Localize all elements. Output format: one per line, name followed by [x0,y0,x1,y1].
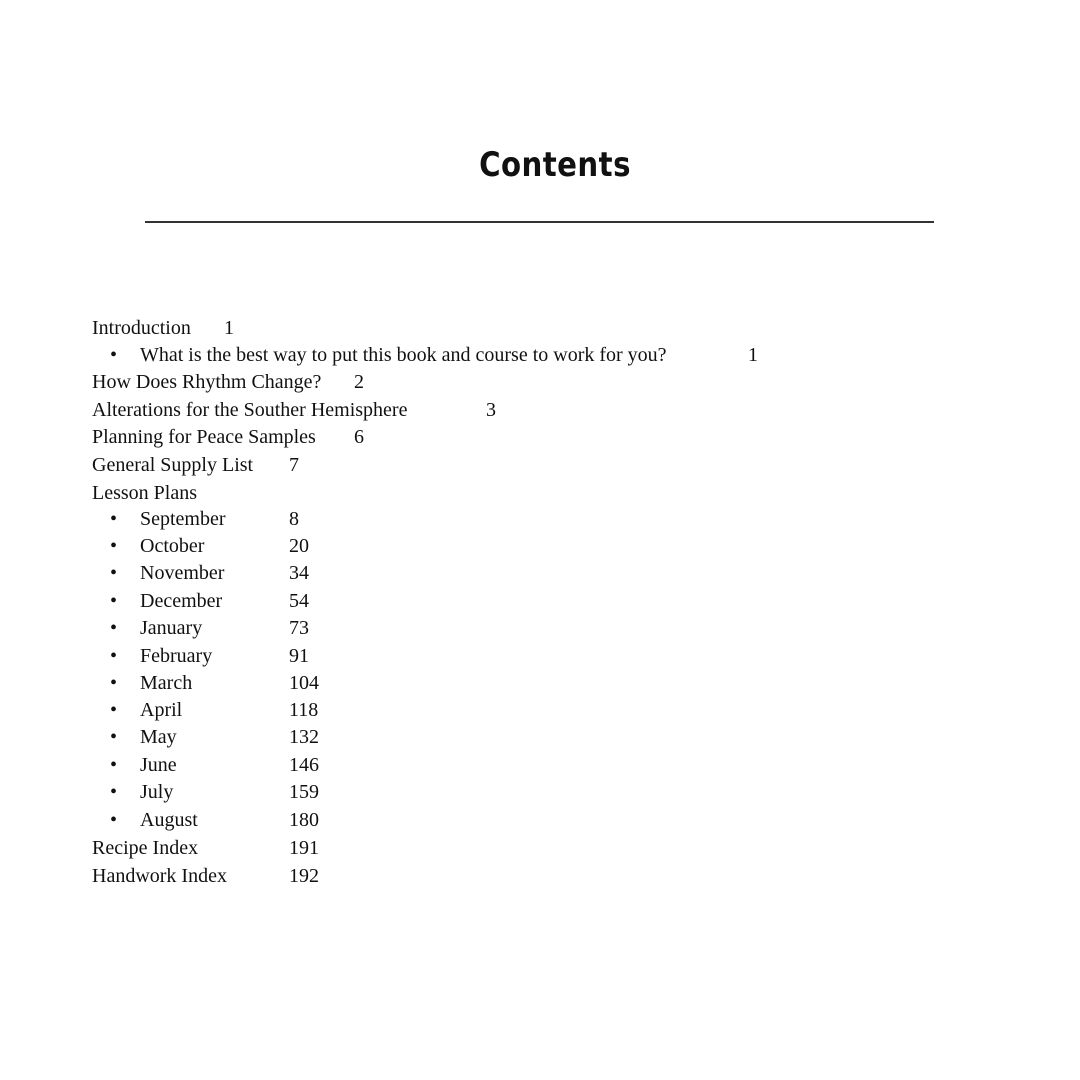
toc-entry-month: September [140,508,226,530]
toc-page-month: 159 [289,781,319,803]
toc-page-handwork-index: 192 [289,865,319,887]
toc-entry-month: October [140,535,205,557]
toc-entry-supply: General Supply List [92,454,254,476]
toc-page-month: 132 [289,726,319,748]
toc-page-month: 20 [289,535,309,557]
bullet-icon: • [110,645,118,667]
toc-entry-month: December [140,590,223,612]
toc-entry-rhythm: How Does Rhythm Change? [92,371,322,393]
bullet-icon: • [110,535,118,557]
bullet-icon: • [110,781,118,803]
toc-page-month: 91 [289,645,309,667]
toc-page-best-way: 1 [748,344,758,366]
toc-entry-month: August [140,809,198,831]
bullet-icon: • [110,590,118,612]
toc-entry-month: February [140,645,213,667]
toc-page-month: 73 [289,617,309,639]
toc-entry-recipe-index: Recipe Index [92,837,199,859]
bullet-icon: • [110,617,118,639]
toc-page-peace: 6 [354,426,364,448]
toc-page-introduction: 1 [224,317,234,339]
toc-entry-introduction: Introduction [92,317,191,339]
toc-entry-month: November [140,562,225,584]
toc-entry-month: January [140,617,203,639]
toc-page-month: 118 [289,699,319,721]
bullet-icon: • [110,809,118,831]
toc-page-month: 146 [289,754,319,776]
toc-entry-month: July [140,781,174,803]
toc-entry-month: May [140,726,177,748]
toc-page-month: 54 [289,590,309,612]
bullet-icon: • [110,562,118,584]
toc-page-month: 104 [289,672,319,694]
page-title: Contents [479,145,631,185]
toc-entry-southern: Alterations for the Souther Hemisphere [92,399,408,421]
toc-entry-best-way: What is the best way to put this book and course to work for you? [140,344,667,366]
toc-page-rhythm: 2 [354,371,364,393]
bullet-icon: • [110,672,118,694]
toc-page-recipe-index: 191 [289,837,319,859]
toc-entry-peace: Planning for Peace Samples [92,426,316,448]
bullet-icon: • [110,508,118,530]
toc-entry-month: March [140,672,193,694]
toc-page-southern: 3 [486,399,496,421]
bullet-icon: • [110,344,118,366]
bullet-icon: • [110,726,118,748]
toc-page-month: 180 [289,809,319,831]
bullet-icon: • [110,754,118,776]
toc-entry-month: June [140,754,177,776]
bullet-icon: • [110,699,118,721]
toc-page-month: 8 [289,508,299,530]
toc-entry-lesson-plans: Lesson Plans [92,482,197,504]
toc-entry-month: April [140,699,183,721]
toc-page-month: 34 [289,562,309,584]
toc-entry-handwork-index: Handwork Index [92,865,227,887]
toc-page-supply: 7 [289,454,299,476]
